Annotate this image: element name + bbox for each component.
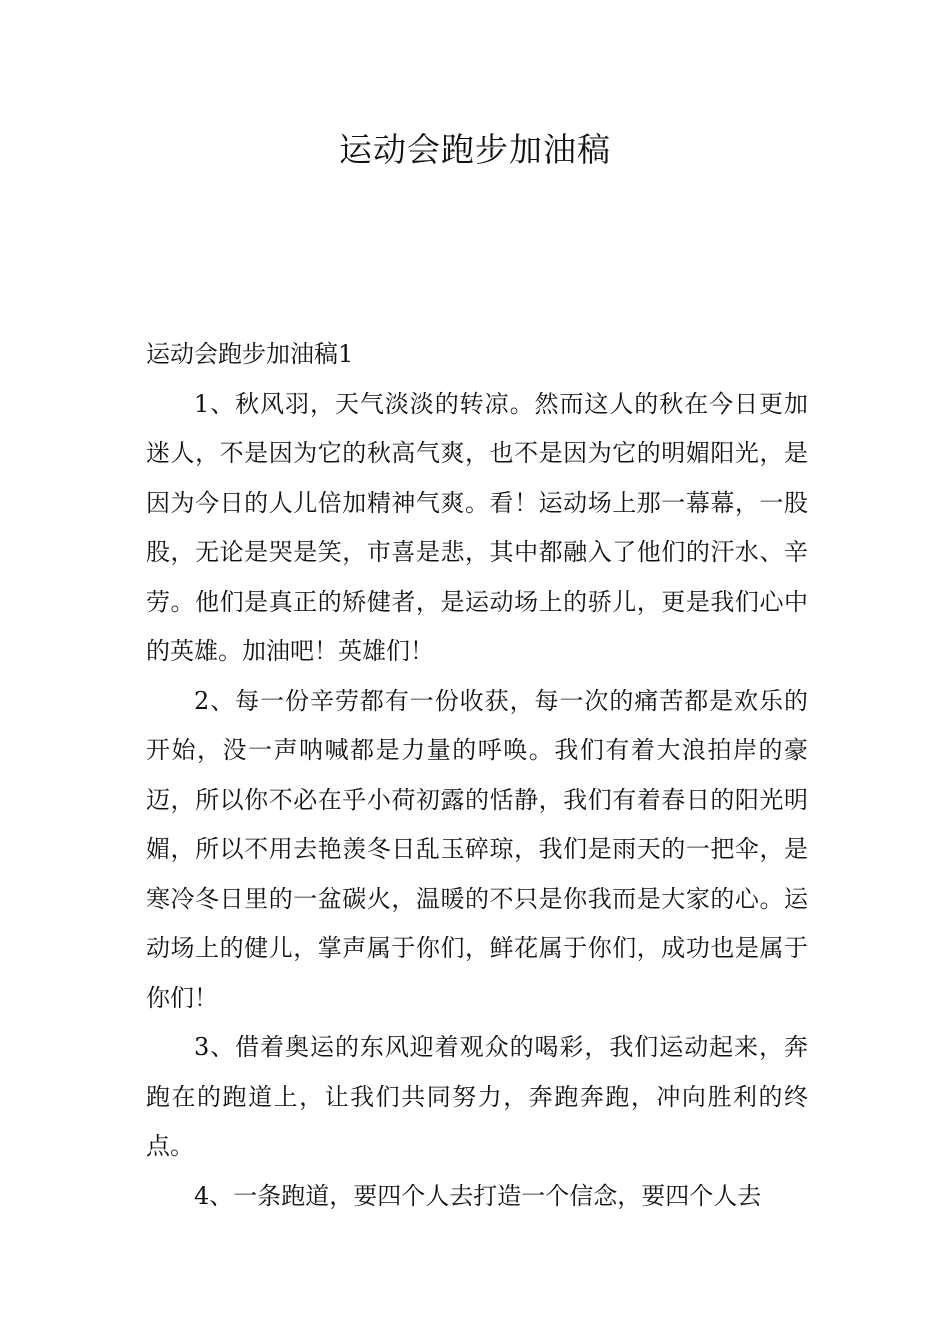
paragraph-2: 2、每一份辛劳都有一份收获，每一次的痛苦都是欢乐的开始，没一声呐喊都是力量的呼唤。我们有着大浪拍岸的豪迈，所以你不必在乎小荷初露的恬静，我们有着春日的阳光明媚，所以不用去艳羡冬日乱玉碎琼，我们是雨天的一把伞，是寒冷冬日里的一盆碳火，温暖的不只是你我而是大家的心。运动场上的健儿，掌声属于你们，鲜花属于你们，成功也是属于你们！ [146, 686, 808, 1012]
document-title: 运动会跑步加油稿 [339, 130, 611, 169]
paragraph-1: 1、秋风羽，天气淡淡的转凉。然而这人的秋在今日更加迷人，不是因为它的秋高气爽，也不是因为它的明媚阳光，是因为今日的人儿倍加精神气爽。看！运动场上那一幕幕，一股股，无论是哭是笑，市喜是悲，其中都融入了他们的汗水、辛劳。他们是真正的矫健者，是运动场上的骄儿，更是我们心中的英雄。加油吧！英雄们！ [146, 389, 808, 665]
document-body [146, 330, 808, 1221]
paragraph-4: 4、一条跑道，要四个人去打造一个信念，要四个人去 [194, 1181, 762, 1210]
paragraph-3: 3、借着奥运的东风迎着观众的喝彩，我们运动起来，奔跑在的跑道上，让我们共同努力，奔跑奔跑，冲向胜利的终点。 [146, 1033, 808, 1160]
section-heading: 运动会跑步加油稿1 [146, 340, 354, 368]
